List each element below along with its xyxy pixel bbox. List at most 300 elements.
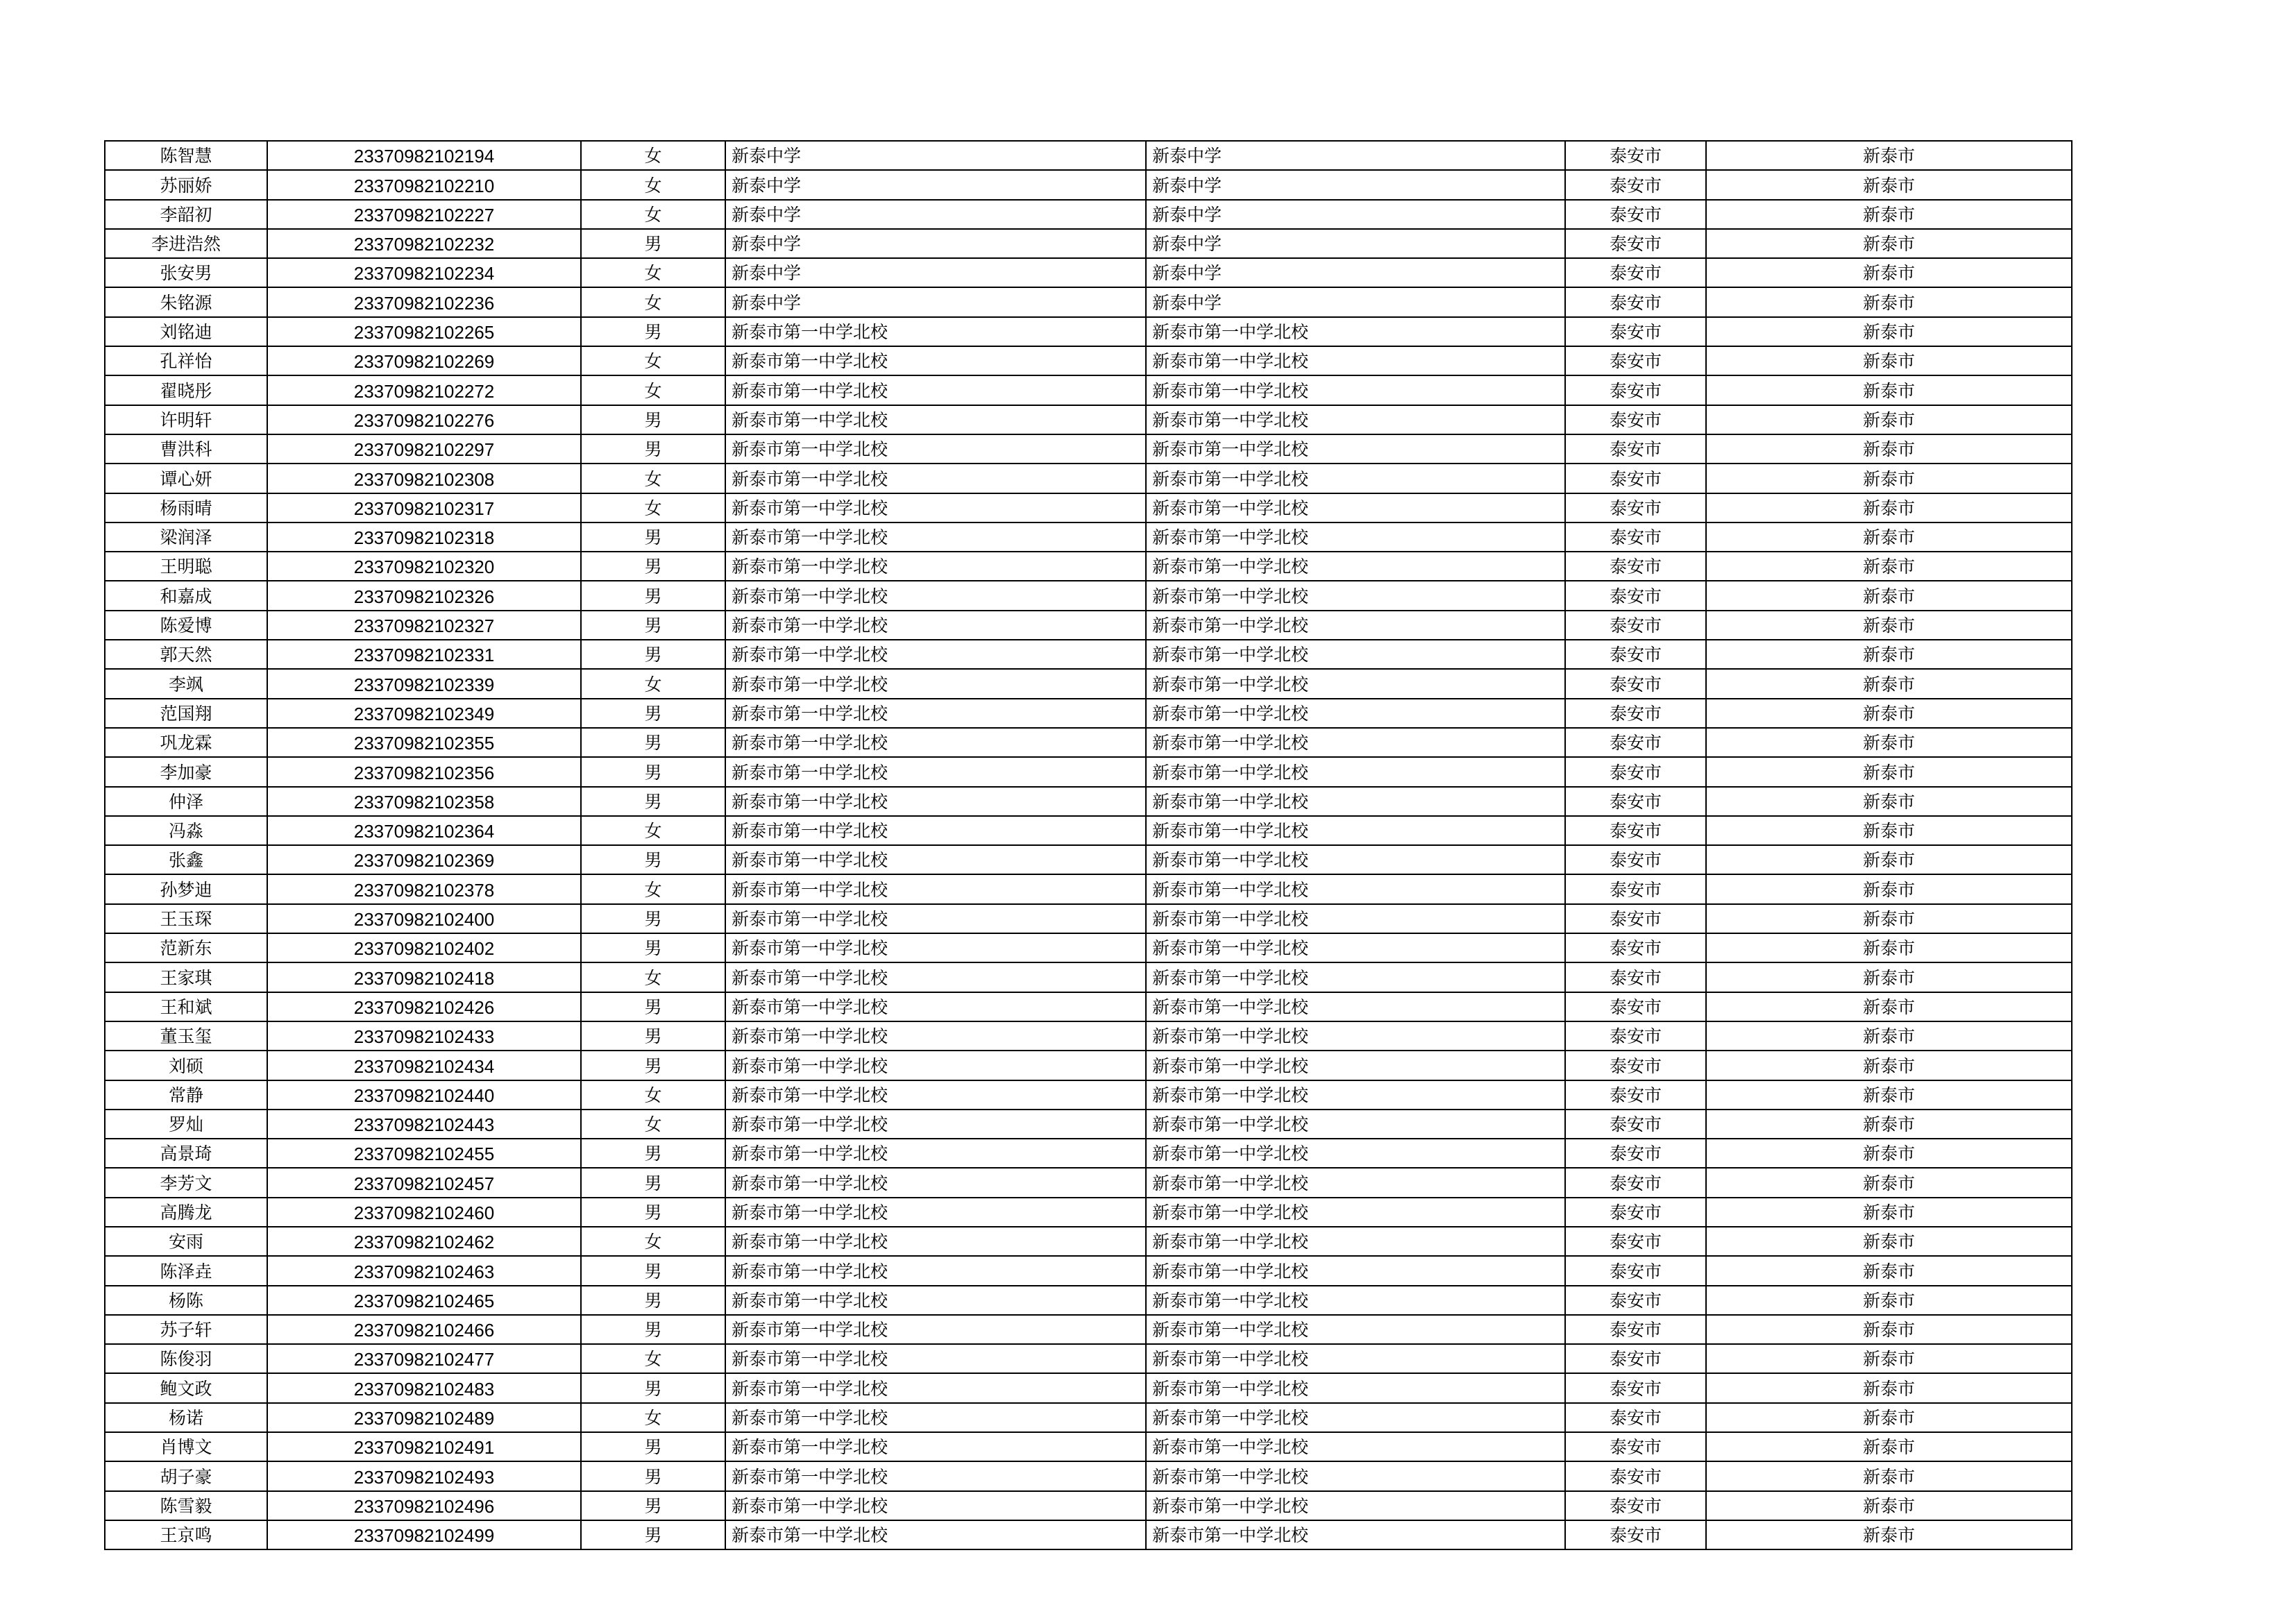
county-cell: 新泰市 xyxy=(1706,640,2072,669)
school-cell: 新泰中学 xyxy=(725,170,1146,199)
student-name-cell: 胡子豪 xyxy=(105,1461,267,1490)
city-cell: 泰安市 xyxy=(1565,933,1706,962)
exam-number-cell: 23370982102400 xyxy=(267,904,581,933)
school-cell: 新泰市第一中学北校 xyxy=(725,1491,1146,1520)
gender-cell: 女 xyxy=(581,1110,725,1139)
exam-number-cell: 23370982102489 xyxy=(267,1403,581,1432)
gender-cell: 男 xyxy=(581,757,725,786)
exam-number-cell: 23370982102358 xyxy=(267,787,581,816)
gender-cell: 男 xyxy=(581,1051,725,1080)
table-row xyxy=(105,904,2072,933)
exam-number-cell: 23370982102496 xyxy=(267,1491,581,1520)
school-cell: 新泰市第一中学北校 xyxy=(725,1520,1146,1549)
student-name-cell: 陈雪毅 xyxy=(105,1491,267,1520)
exam-number-cell: 23370982102465 xyxy=(267,1286,581,1315)
county-cell: 新泰市 xyxy=(1706,1080,2072,1110)
exam-number-cell: 23370982102460 xyxy=(267,1198,581,1227)
student-name-cell: 李进浩然 xyxy=(105,229,267,258)
school-secondary-cell: 新泰市第一中学北校 xyxy=(1146,1227,1565,1256)
table-row xyxy=(105,1432,2072,1461)
gender-cell: 男 xyxy=(581,552,725,581)
student-name-cell: 谭心妍 xyxy=(105,464,267,493)
county-cell: 新泰市 xyxy=(1706,611,2072,640)
school-secondary-cell: 新泰中学 xyxy=(1146,229,1565,258)
school-cell: 新泰市第一中学北校 xyxy=(725,1432,1146,1461)
city-cell: 泰安市 xyxy=(1565,757,1706,786)
school-secondary-cell: 新泰市第一中学北校 xyxy=(1146,1021,1565,1051)
school-cell: 新泰市第一中学北校 xyxy=(725,933,1146,962)
school-secondary-cell: 新泰市第一中学北校 xyxy=(1146,1520,1565,1549)
exam-number-cell: 23370982102339 xyxy=(267,669,581,698)
exam-number-cell: 23370982102457 xyxy=(267,1168,581,1197)
school-cell: 新泰市第一中学北校 xyxy=(725,992,1146,1021)
student-name-cell: 王明聪 xyxy=(105,552,267,581)
school-secondary-cell: 新泰市第一中学北校 xyxy=(1146,611,1565,640)
county-cell: 新泰市 xyxy=(1706,845,2072,874)
school-secondary-cell: 新泰市第一中学北校 xyxy=(1146,992,1565,1021)
school-secondary-cell: 新泰市第一中学北校 xyxy=(1146,493,1565,522)
school-cell: 新泰市第一中学北校 xyxy=(725,405,1146,434)
school-secondary-cell: 新泰市第一中学北校 xyxy=(1146,1051,1565,1080)
city-cell: 泰安市 xyxy=(1565,317,1706,346)
student-name-cell: 安雨 xyxy=(105,1227,267,1256)
roster-body xyxy=(105,141,2072,1549)
exam-number-cell: 23370982102483 xyxy=(267,1373,581,1402)
city-cell: 泰安市 xyxy=(1565,522,1706,552)
exam-number-cell: 23370982102355 xyxy=(267,728,581,757)
student-name-cell: 巩龙霖 xyxy=(105,728,267,757)
school-cell: 新泰市第一中学北校 xyxy=(725,1051,1146,1080)
city-cell: 泰安市 xyxy=(1565,962,1706,992)
city-cell: 泰安市 xyxy=(1565,699,1706,728)
exam-number-cell: 23370982102297 xyxy=(267,434,581,464)
school-cell: 新泰市第一中学北校 xyxy=(725,757,1146,786)
table-row xyxy=(105,787,2072,816)
gender-cell: 男 xyxy=(581,1286,725,1315)
table-row xyxy=(105,141,2072,170)
gender-cell: 女 xyxy=(581,1080,725,1110)
exam-number-cell: 23370982102493 xyxy=(267,1461,581,1490)
city-cell: 泰安市 xyxy=(1565,258,1706,287)
table-row xyxy=(105,405,2072,434)
gender-cell: 男 xyxy=(581,317,725,346)
city-cell: 泰安市 xyxy=(1565,1461,1706,1490)
city-cell: 泰安市 xyxy=(1565,1021,1706,1051)
city-cell: 泰安市 xyxy=(1565,1491,1706,1520)
county-cell: 新泰市 xyxy=(1706,229,2072,258)
school-secondary-cell: 新泰市第一中学北校 xyxy=(1146,522,1565,552)
school-cell: 新泰市第一中学北校 xyxy=(725,1373,1146,1402)
table-row xyxy=(105,1227,2072,1256)
gender-cell: 女 xyxy=(581,375,725,405)
table-row xyxy=(105,640,2072,669)
student-name-cell: 孙梦迪 xyxy=(105,874,267,903)
school-cell: 新泰市第一中学北校 xyxy=(725,787,1146,816)
student-name-cell: 肖博文 xyxy=(105,1432,267,1461)
county-cell: 新泰市 xyxy=(1706,493,2072,522)
gender-cell: 男 xyxy=(581,1168,725,1197)
exam-number-cell: 23370982102426 xyxy=(267,992,581,1021)
exam-number-cell: 23370982102326 xyxy=(267,581,581,610)
gender-cell: 男 xyxy=(581,611,725,640)
gender-cell: 男 xyxy=(581,1021,725,1051)
school-secondary-cell: 新泰市第一中学北校 xyxy=(1146,1256,1565,1285)
city-cell: 泰安市 xyxy=(1565,375,1706,405)
gender-cell: 女 xyxy=(581,493,725,522)
school-secondary-cell: 新泰市第一中学北校 xyxy=(1146,1198,1565,1227)
county-cell: 新泰市 xyxy=(1706,1403,2072,1432)
city-cell: 泰安市 xyxy=(1565,874,1706,903)
gender-cell: 男 xyxy=(581,405,725,434)
city-cell: 泰安市 xyxy=(1565,1256,1706,1285)
county-cell: 新泰市 xyxy=(1706,464,2072,493)
school-secondary-cell: 新泰市第一中学北校 xyxy=(1146,1461,1565,1490)
school-secondary-cell: 新泰中学 xyxy=(1146,258,1565,287)
county-cell: 新泰市 xyxy=(1706,1344,2072,1373)
school-secondary-cell: 新泰中学 xyxy=(1146,287,1565,316)
county-cell: 新泰市 xyxy=(1706,1461,2072,1490)
school-secondary-cell: 新泰市第一中学北校 xyxy=(1146,904,1565,933)
gender-cell: 男 xyxy=(581,1198,725,1227)
school-secondary-cell: 新泰市第一中学北校 xyxy=(1146,728,1565,757)
student-name-cell: 罗灿 xyxy=(105,1110,267,1139)
school-cell: 新泰市第一中学北校 xyxy=(725,669,1146,698)
student-name-cell: 常静 xyxy=(105,1080,267,1110)
exam-number-cell: 23370982102327 xyxy=(267,611,581,640)
student-name-cell: 王玉琛 xyxy=(105,904,267,933)
city-cell: 泰安市 xyxy=(1565,229,1706,258)
gender-cell: 女 xyxy=(581,962,725,992)
county-cell: 新泰市 xyxy=(1706,405,2072,434)
school-cell: 新泰市第一中学北校 xyxy=(725,375,1146,405)
county-cell: 新泰市 xyxy=(1706,787,2072,816)
exam-number-cell: 23370982102236 xyxy=(267,287,581,316)
student-name-cell: 董玉玺 xyxy=(105,1021,267,1051)
school-secondary-cell: 新泰市第一中学北校 xyxy=(1146,669,1565,698)
school-cell: 新泰市第一中学北校 xyxy=(725,1315,1146,1344)
school-secondary-cell: 新泰市第一中学北校 xyxy=(1146,1286,1565,1315)
city-cell: 泰安市 xyxy=(1565,1403,1706,1432)
table-row xyxy=(105,669,2072,698)
table-row xyxy=(105,464,2072,493)
exam-number-cell: 23370982102434 xyxy=(267,1051,581,1080)
school-cell: 新泰市第一中学北校 xyxy=(725,552,1146,581)
gender-cell: 女 xyxy=(581,1227,725,1256)
county-cell: 新泰市 xyxy=(1706,1021,2072,1051)
school-secondary-cell: 新泰市第一中学北校 xyxy=(1146,816,1565,845)
gender-cell: 女 xyxy=(581,287,725,316)
student-name-cell: 李韶初 xyxy=(105,200,267,229)
student-name-cell: 孔祥怡 xyxy=(105,346,267,375)
table-row xyxy=(105,845,2072,874)
city-cell: 泰安市 xyxy=(1565,845,1706,874)
table-row xyxy=(105,1021,2072,1051)
gender-cell: 女 xyxy=(581,816,725,845)
exam-number-cell: 23370982102349 xyxy=(267,699,581,728)
city-cell: 泰安市 xyxy=(1565,1373,1706,1402)
student-name-cell: 冯淼 xyxy=(105,816,267,845)
city-cell: 泰安市 xyxy=(1565,1344,1706,1373)
table-row xyxy=(105,522,2072,552)
table-row xyxy=(105,699,2072,728)
table-row xyxy=(105,1256,2072,1285)
county-cell: 新泰市 xyxy=(1706,1491,2072,1520)
exam-number-cell: 23370982102499 xyxy=(267,1520,581,1549)
exam-number-cell: 23370982102477 xyxy=(267,1344,581,1373)
county-cell: 新泰市 xyxy=(1706,1315,2072,1344)
table-row xyxy=(105,375,2072,405)
table-row xyxy=(105,757,2072,786)
exam-number-cell: 23370982102308 xyxy=(267,464,581,493)
exam-number-cell: 23370982102234 xyxy=(267,258,581,287)
gender-cell: 男 xyxy=(581,699,725,728)
table-row xyxy=(105,229,2072,258)
city-cell: 泰安市 xyxy=(1565,405,1706,434)
school-secondary-cell: 新泰市第一中学北校 xyxy=(1146,1373,1565,1402)
exam-number-cell: 23370982102433 xyxy=(267,1021,581,1051)
city-cell: 泰安市 xyxy=(1565,1315,1706,1344)
exam-number-cell: 23370982102463 xyxy=(267,1256,581,1285)
exam-number-cell: 23370982102364 xyxy=(267,816,581,845)
county-cell: 新泰市 xyxy=(1706,434,2072,464)
school-secondary-cell: 新泰市第一中学北校 xyxy=(1146,757,1565,786)
exam-number-cell: 23370982102356 xyxy=(267,757,581,786)
city-cell: 泰安市 xyxy=(1565,434,1706,464)
exam-number-cell: 23370982102318 xyxy=(267,522,581,552)
county-cell: 新泰市 xyxy=(1706,258,2072,287)
exam-number-cell: 23370982102369 xyxy=(267,845,581,874)
county-cell: 新泰市 xyxy=(1706,1198,2072,1227)
school-secondary-cell: 新泰市第一中学北校 xyxy=(1146,1491,1565,1520)
student-name-cell: 刘铭迪 xyxy=(105,317,267,346)
student-name-cell: 和嘉成 xyxy=(105,581,267,610)
student-name-cell: 梁润泽 xyxy=(105,522,267,552)
exam-number-cell: 23370982102232 xyxy=(267,229,581,258)
county-cell: 新泰市 xyxy=(1706,1256,2072,1285)
school-cell: 新泰市第一中学北校 xyxy=(725,904,1146,933)
table-row xyxy=(105,170,2072,199)
gender-cell: 男 xyxy=(581,992,725,1021)
school-secondary-cell: 新泰市第一中学北校 xyxy=(1146,434,1565,464)
county-cell: 新泰市 xyxy=(1706,1139,2072,1168)
city-cell: 泰安市 xyxy=(1565,170,1706,199)
school-cell: 新泰中学 xyxy=(725,287,1146,316)
gender-cell: 男 xyxy=(581,1461,725,1490)
city-cell: 泰安市 xyxy=(1565,816,1706,845)
student-name-cell: 苏丽娇 xyxy=(105,170,267,199)
school-cell: 新泰市第一中学北校 xyxy=(725,1021,1146,1051)
county-cell: 新泰市 xyxy=(1706,962,2072,992)
student-name-cell: 张鑫 xyxy=(105,845,267,874)
table-row xyxy=(105,1520,2072,1549)
city-cell: 泰安市 xyxy=(1565,493,1706,522)
county-cell: 新泰市 xyxy=(1706,1168,2072,1197)
exam-number-cell: 23370982102194 xyxy=(267,141,581,170)
table-row xyxy=(105,1373,2072,1402)
exam-number-cell: 23370982102210 xyxy=(267,170,581,199)
school-cell: 新泰市第一中学北校 xyxy=(725,1139,1146,1168)
city-cell: 泰安市 xyxy=(1565,1168,1706,1197)
county-cell: 新泰市 xyxy=(1706,669,2072,698)
school-cell: 新泰中学 xyxy=(725,141,1146,170)
school-cell: 新泰市第一中学北校 xyxy=(725,1403,1146,1432)
city-cell: 泰安市 xyxy=(1565,1520,1706,1549)
exam-number-cell: 23370982102402 xyxy=(267,933,581,962)
city-cell: 泰安市 xyxy=(1565,1110,1706,1139)
county-cell: 新泰市 xyxy=(1706,1051,2072,1080)
school-cell: 新泰市第一中学北校 xyxy=(725,434,1146,464)
city-cell: 泰安市 xyxy=(1565,552,1706,581)
student-name-cell: 王京鸣 xyxy=(105,1520,267,1549)
school-cell: 新泰市第一中学北校 xyxy=(725,1344,1146,1373)
school-cell: 新泰市第一中学北校 xyxy=(725,640,1146,669)
student-name-cell: 仲泽 xyxy=(105,787,267,816)
county-cell: 新泰市 xyxy=(1706,317,2072,346)
gender-cell: 女 xyxy=(581,1403,725,1432)
student-name-cell: 范新东 xyxy=(105,933,267,962)
exam-number-cell: 23370982102227 xyxy=(267,200,581,229)
city-cell: 泰安市 xyxy=(1565,992,1706,1021)
exam-number-cell: 23370982102378 xyxy=(267,874,581,903)
table-row xyxy=(105,1139,2072,1168)
table-row xyxy=(105,346,2072,375)
table-row xyxy=(105,962,2072,992)
table-row xyxy=(105,1403,2072,1432)
table-row xyxy=(105,287,2072,316)
county-cell: 新泰市 xyxy=(1706,346,2072,375)
table-row xyxy=(105,552,2072,581)
student-name-cell: 高腾龙 xyxy=(105,1198,267,1227)
school-secondary-cell: 新泰市第一中学北校 xyxy=(1146,464,1565,493)
school-secondary-cell: 新泰中学 xyxy=(1146,200,1565,229)
student-name-cell: 陈泽垚 xyxy=(105,1256,267,1285)
table-row xyxy=(105,1286,2072,1315)
student-name-cell: 范国翔 xyxy=(105,699,267,728)
city-cell: 泰安市 xyxy=(1565,141,1706,170)
county-cell: 新泰市 xyxy=(1706,1110,2072,1139)
student-name-cell: 曹洪科 xyxy=(105,434,267,464)
school-secondary-cell: 新泰市第一中学北校 xyxy=(1146,1344,1565,1373)
gender-cell: 女 xyxy=(581,669,725,698)
table-row xyxy=(105,1491,2072,1520)
exam-number-cell: 23370982102269 xyxy=(267,346,581,375)
student-name-cell: 王家琪 xyxy=(105,962,267,992)
school-secondary-cell: 新泰市第一中学北校 xyxy=(1146,1403,1565,1432)
school-secondary-cell: 新泰市第一中学北校 xyxy=(1146,699,1565,728)
gender-cell: 男 xyxy=(581,1315,725,1344)
school-cell: 新泰市第一中学北校 xyxy=(725,346,1146,375)
city-cell: 泰安市 xyxy=(1565,787,1706,816)
school-cell: 新泰市第一中学北校 xyxy=(725,699,1146,728)
student-name-cell: 刘硕 xyxy=(105,1051,267,1080)
student-name-cell: 陈俊羽 xyxy=(105,1344,267,1373)
city-cell: 泰安市 xyxy=(1565,1286,1706,1315)
exam-number-cell: 23370982102272 xyxy=(267,375,581,405)
county-cell: 新泰市 xyxy=(1706,170,2072,199)
exam-number-cell: 23370982102276 xyxy=(267,405,581,434)
school-cell: 新泰市第一中学北校 xyxy=(725,1256,1146,1285)
county-cell: 新泰市 xyxy=(1706,904,2072,933)
exam-number-cell: 23370982102462 xyxy=(267,1227,581,1256)
school-cell: 新泰市第一中学北校 xyxy=(725,493,1146,522)
county-cell: 新泰市 xyxy=(1706,1432,2072,1461)
county-cell: 新泰市 xyxy=(1706,933,2072,962)
table-row xyxy=(105,992,2072,1021)
gender-cell: 男 xyxy=(581,933,725,962)
county-cell: 新泰市 xyxy=(1706,1286,2072,1315)
gender-cell: 男 xyxy=(581,1139,725,1168)
school-secondary-cell: 新泰市第一中学北校 xyxy=(1146,317,1565,346)
table-row xyxy=(105,1051,2072,1080)
school-cell: 新泰市第一中学北校 xyxy=(725,1461,1146,1490)
student-name-cell: 李飒 xyxy=(105,669,267,698)
school-cell: 新泰市第一中学北校 xyxy=(725,962,1146,992)
roster-table xyxy=(104,140,2073,1550)
school-secondary-cell: 新泰市第一中学北校 xyxy=(1146,1110,1565,1139)
school-cell: 新泰市第一中学北校 xyxy=(725,1110,1146,1139)
county-cell: 新泰市 xyxy=(1706,552,2072,581)
student-name-cell: 许明轩 xyxy=(105,405,267,434)
gender-cell: 女 xyxy=(581,464,725,493)
county-cell: 新泰市 xyxy=(1706,1227,2072,1256)
city-cell: 泰安市 xyxy=(1565,346,1706,375)
gender-cell: 女 xyxy=(581,874,725,903)
school-cell: 新泰市第一中学北校 xyxy=(725,1198,1146,1227)
student-name-cell: 陈智慧 xyxy=(105,141,267,170)
school-cell: 新泰中学 xyxy=(725,258,1146,287)
student-name-cell: 鲍文政 xyxy=(105,1373,267,1402)
school-secondary-cell: 新泰市第一中学北校 xyxy=(1146,1315,1565,1344)
county-cell: 新泰市 xyxy=(1706,581,2072,610)
exam-number-cell: 23370982102331 xyxy=(267,640,581,669)
gender-cell: 女 xyxy=(581,346,725,375)
school-cell: 新泰市第一中学北校 xyxy=(725,522,1146,552)
school-cell: 新泰市第一中学北校 xyxy=(725,1080,1146,1110)
table-row xyxy=(105,1080,2072,1110)
gender-cell: 男 xyxy=(581,640,725,669)
school-cell: 新泰市第一中学北校 xyxy=(725,317,1146,346)
school-secondary-cell: 新泰市第一中学北校 xyxy=(1146,640,1565,669)
exam-number-cell: 23370982102443 xyxy=(267,1110,581,1139)
gender-cell: 男 xyxy=(581,787,725,816)
gender-cell: 男 xyxy=(581,434,725,464)
school-secondary-cell: 新泰市第一中学北校 xyxy=(1146,1168,1565,1197)
gender-cell: 女 xyxy=(581,141,725,170)
student-name-cell: 翟晓彤 xyxy=(105,375,267,405)
school-cell: 新泰中学 xyxy=(725,229,1146,258)
table-row xyxy=(105,1198,2072,1227)
gender-cell: 男 xyxy=(581,1373,725,1402)
gender-cell: 女 xyxy=(581,258,725,287)
table-row xyxy=(105,874,2072,903)
gender-cell: 男 xyxy=(581,1256,725,1285)
city-cell: 泰安市 xyxy=(1565,1139,1706,1168)
city-cell: 泰安市 xyxy=(1565,669,1706,698)
table-row xyxy=(105,200,2072,229)
gender-cell: 男 xyxy=(581,845,725,874)
school-secondary-cell: 新泰市第一中学北校 xyxy=(1146,346,1565,375)
exam-number-cell: 23370982102466 xyxy=(267,1315,581,1344)
city-cell: 泰安市 xyxy=(1565,611,1706,640)
student-name-cell: 李芳文 xyxy=(105,1168,267,1197)
city-cell: 泰安市 xyxy=(1565,464,1706,493)
school-secondary-cell: 新泰市第一中学北校 xyxy=(1146,874,1565,903)
school-secondary-cell: 新泰市第一中学北校 xyxy=(1146,581,1565,610)
school-cell: 新泰市第一中学北校 xyxy=(725,1168,1146,1197)
school-cell: 新泰市第一中学北校 xyxy=(725,874,1146,903)
county-cell: 新泰市 xyxy=(1706,287,2072,316)
county-cell: 新泰市 xyxy=(1706,699,2072,728)
